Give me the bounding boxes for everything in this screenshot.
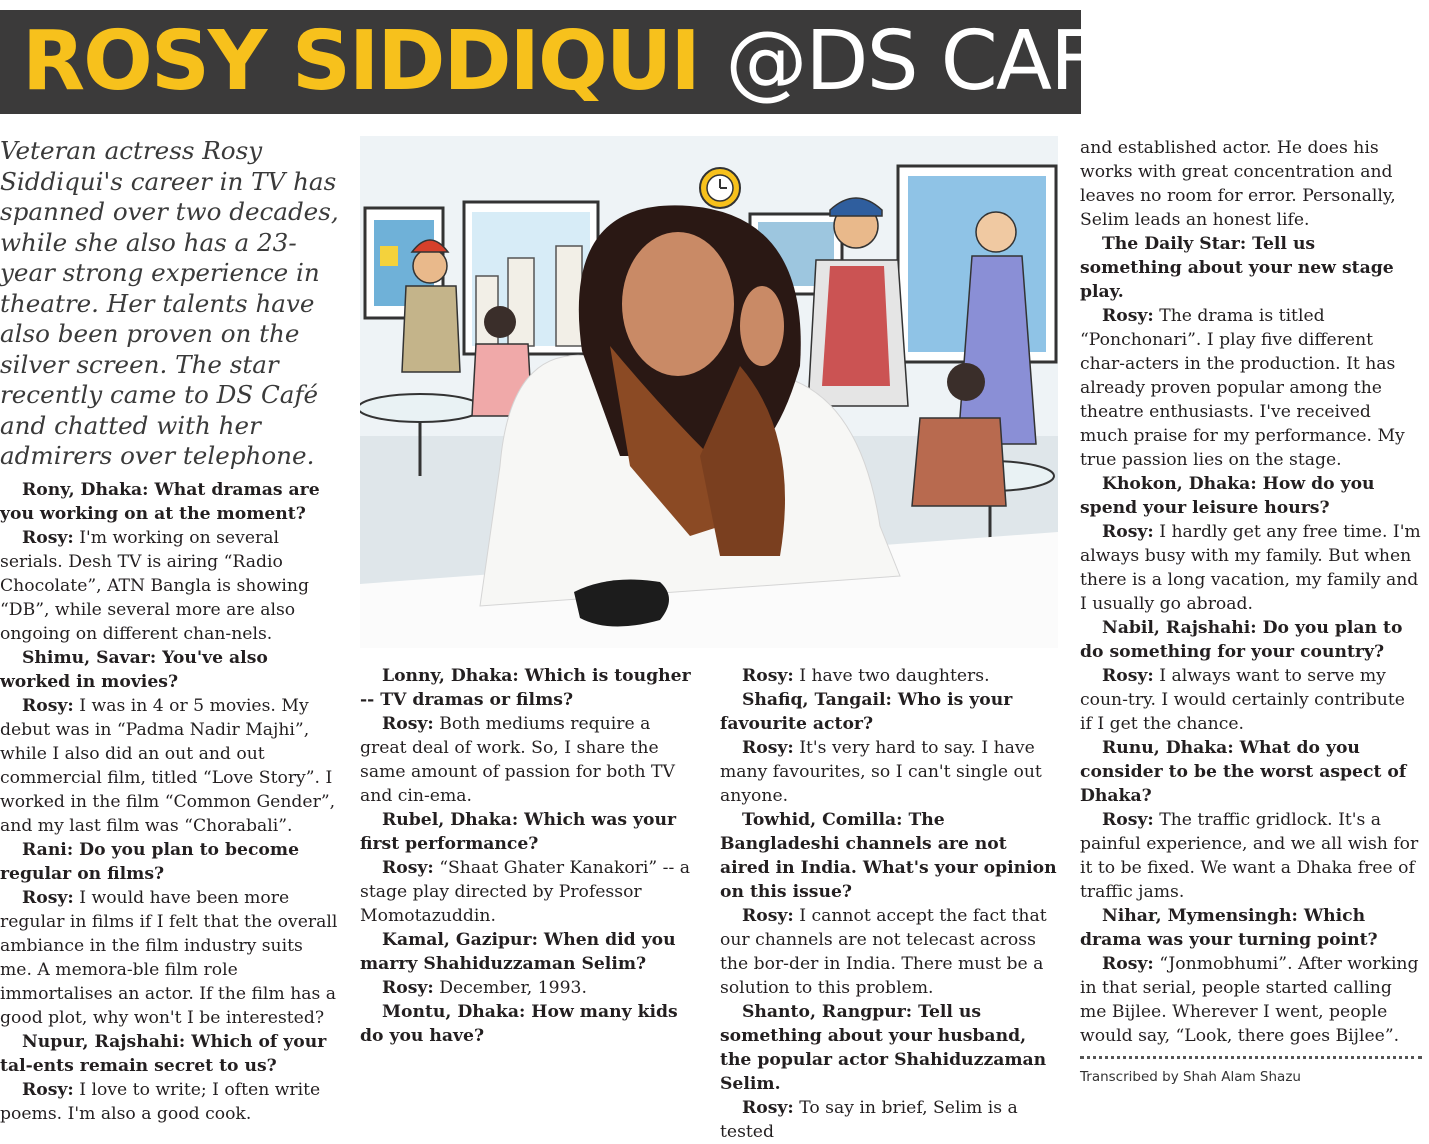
answer-text: The drama is titled “Ponchonari”. I play five different char-acters in the production. It has already proven popular among the theatre enthusiasts. I've received much praise for my performance. My true passion lies on the stage.	[1080, 306, 1405, 470]
headline-name: ROSY SIDDIQUI	[22, 14, 699, 109]
answer	[1080, 664, 1422, 736]
headline-venue: @DS CAFÉ	[725, 14, 1146, 109]
answer-label: Rosy:	[22, 1079, 74, 1100]
answer-continued: and established actor. He does his works with great concentration and leaves no room for error. Personally, Selim leads an honest life.	[1080, 138, 1396, 230]
answer	[720, 736, 1060, 808]
answer-text: Both mediums require a great deal of work. So, I share the same amount of passion for both TV and cin-ema.	[360, 714, 675, 806]
answer	[720, 664, 1060, 688]
answer-label: Rosy:	[742, 738, 794, 758]
question: Kamal, Gazipur: When did you marry Shahiduzzaman Selim?	[360, 930, 676, 974]
question: Nabil, Rajshahi: Do you plan to do something for your country?	[1080, 618, 1403, 662]
answer-text: I cannot accept the fact that our channels are not telecast across the bor-der in India. There must be a solution to this problem.	[720, 906, 1047, 998]
answer	[0, 886, 340, 1030]
question: Towhid, Comilla: The Bangladeshi channels are not aired in India. What's your opinion on this issue?	[720, 810, 1057, 902]
credit-line: Transcribed by Shah Alam Shazu	[1080, 1069, 1301, 1085]
headline	[22, 4, 1145, 120]
intro-paragraph: Veteran actress Rosy Siddiqui's career in TV has spanned over two decades, while she also has a 23-year strong experience in theatre. Her talents have also been proven on the silver screen. The star recently came to DS Café and chatted with her admirers over telephone.	[0, 136, 339, 470]
answer-text: I was in 4 or 5 movies. My debut was in “Padma Nadir Majhi”, while I also did an out and out commercial film, titled “Love Story”. I worked in the film “Common Gender”, and my last film was “Chorabali”.	[0, 695, 336, 836]
question: Shafiq, Tangail: Who is your favourite actor?	[720, 690, 1013, 734]
question: Rani: Do you plan to become regular on films?	[0, 839, 300, 884]
dotted-divider	[1080, 1056, 1422, 1059]
answer	[1080, 304, 1422, 472]
answer-text: I love to write; I often write poems. I'm also a good cook.	[0, 1079, 321, 1124]
answer-label: Rosy:	[1102, 666, 1154, 686]
answer-text: “Jonmobhumi”. After working in that serial, people started calling me Bijlee. Wherever I went, people would say, “Look, there goes Bijlee”.	[1080, 954, 1419, 1046]
feature-photo	[360, 136, 1058, 648]
answer	[360, 712, 700, 808]
answer	[0, 526, 340, 646]
text-column-2	[360, 664, 700, 1048]
question: Shimu, Savar: You've also worked in movies?	[0, 647, 268, 692]
answer-text: I'm working on several serials. Desh TV is airing “Radio Chocolate”, ATN Bangla is showing “DB”, while several more are also ongoing on different chan-nels.	[0, 527, 309, 644]
answer-text: I always want to serve my coun-try. I would certainly contribute if I get the chance.	[1080, 666, 1405, 734]
answer-label: Rosy:	[22, 887, 74, 908]
question: Khokon, Dhaka: How do you spend your leisure hours?	[1080, 474, 1375, 518]
answer-label: Rosy:	[742, 666, 794, 686]
question: Shanto, Rangpur: Tell us something about your husband, the popular actor Shahiduzzaman Selim.	[720, 1002, 1047, 1094]
text-column-4	[1080, 136, 1422, 1089]
answer	[360, 976, 700, 1000]
answer-text: I hardly get any free time. I'm always busy with my family. But when there is a long vacation, my family and I usually go abroad.	[1080, 522, 1421, 614]
question: The Daily Star: Tell us something about your new stage play.	[1080, 234, 1394, 302]
answer-text: I would have been more regular in films if I felt that the overall ambiance in the film industry suits me. A memora-ble film role immortalises an actor. If the film has a good plot, why won't I be interested?	[0, 887, 338, 1028]
question: Nihar, Mymensingh: Which drama was your turning point?	[1080, 906, 1378, 950]
answer-label: Rosy:	[22, 527, 74, 548]
question: Rubel, Dhaka: Which was your first performance?	[360, 810, 677, 854]
cafe-illustration	[360, 136, 1058, 648]
answer	[720, 1096, 1060, 1144]
answer-label: Rosy:	[742, 906, 794, 926]
answer-label: Rosy:	[22, 695, 74, 716]
answer-label: Rosy:	[382, 714, 434, 734]
answer-text: I have two daughters.	[799, 666, 990, 686]
answer-text: To say in brief, Selim is a tested	[720, 1098, 1018, 1142]
answer	[360, 856, 700, 928]
question: Rony, Dhaka: What dramas are you working on at the moment?	[0, 479, 320, 524]
answer-text: “Shaat Ghater Kanakori” -- a stage play directed by Professor Momotazuddin.	[360, 858, 690, 926]
answer-text: December, 1993.	[439, 978, 587, 998]
answer-label: Rosy:	[382, 858, 434, 878]
answer-label: Rosy:	[1102, 810, 1154, 830]
answer-label: Rosy:	[1102, 954, 1154, 974]
answer	[1080, 808, 1422, 904]
question: Montu, Dhaka: How many kids do you have?	[360, 1002, 678, 1046]
answer-text: The traffic gridlock. It's a painful experience, and we all wish for it to be fixed. We want a Dhaka free of traffic jams.	[1080, 810, 1419, 902]
answer-text: It's very hard to say. I have many favourites, so I can't single out anyone.	[720, 738, 1042, 806]
answer	[720, 904, 1060, 1000]
question: Lonny, Dhaka: Which is tougher -- TV dramas or films?	[360, 666, 691, 710]
answer-label: Rosy:	[1102, 306, 1154, 326]
question: Runu, Dhaka: What do you consider to be the worst aspect of Dhaka?	[1080, 738, 1407, 806]
answer	[1080, 520, 1422, 616]
text-column-3	[720, 664, 1060, 1144]
answer-label: Rosy:	[382, 978, 434, 998]
text-column-1	[0, 136, 340, 1126]
answer-label: Rosy:	[742, 1098, 794, 1118]
answer-label: Rosy:	[1102, 522, 1154, 542]
question: Nupur, Rajshahi: Which of your tal-ents remain secret to us?	[0, 1031, 327, 1076]
answer	[1080, 952, 1422, 1048]
headline-banner	[0, 10, 1146, 114]
answer	[0, 1078, 340, 1126]
answer	[0, 694, 340, 838]
